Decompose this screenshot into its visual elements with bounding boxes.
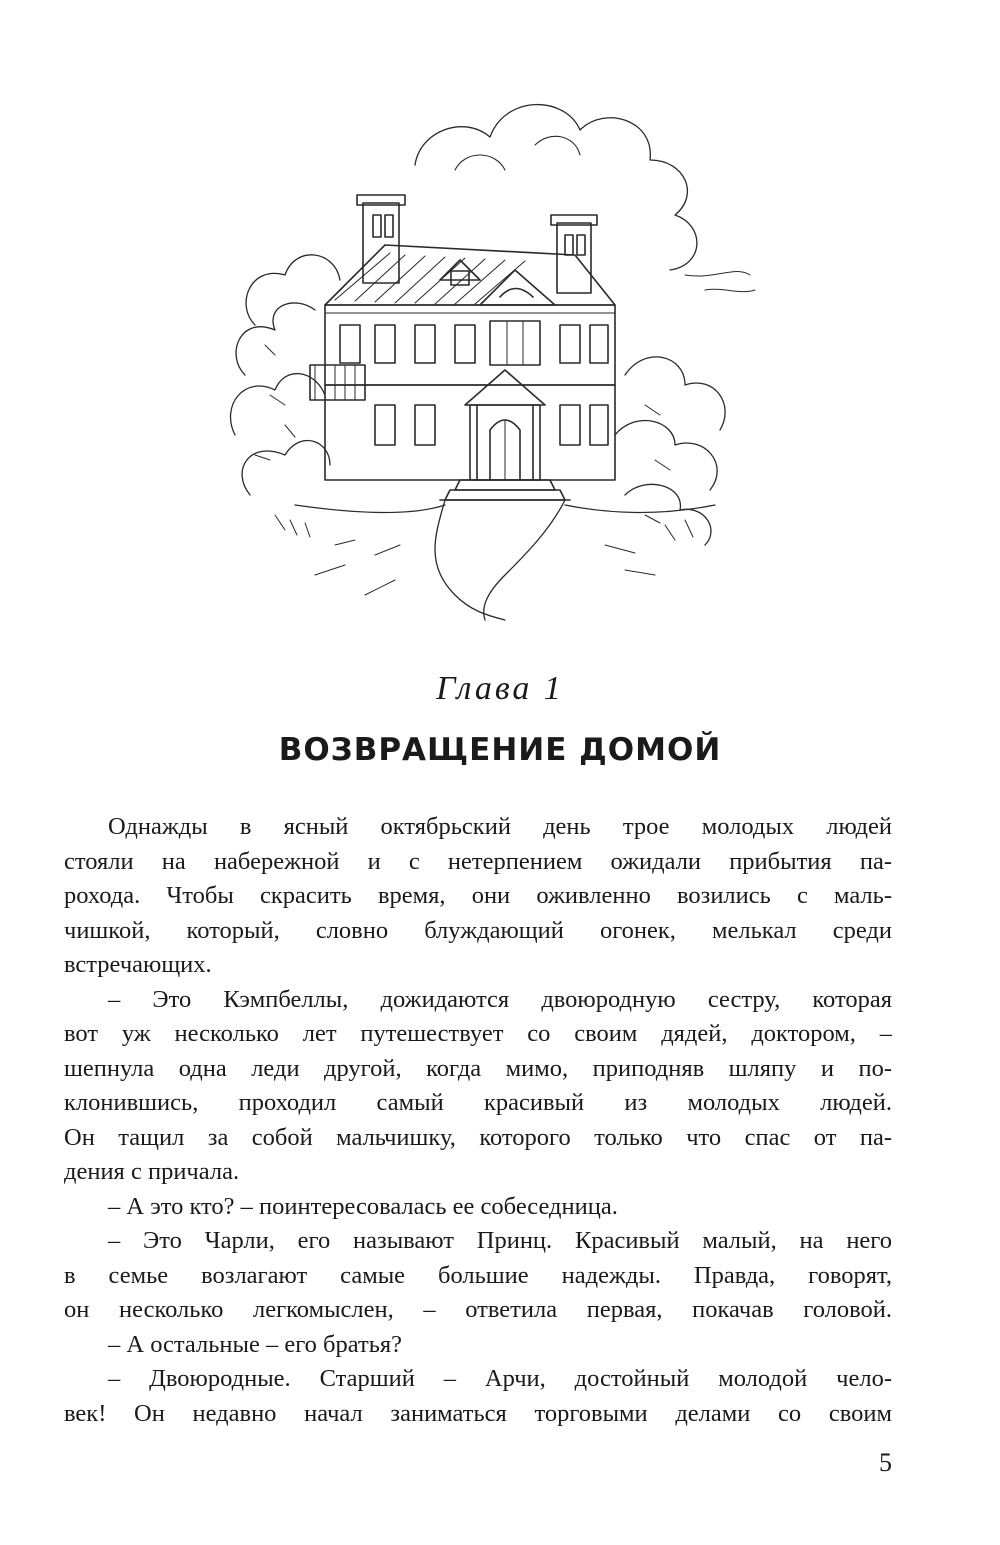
text-line: стояли на набережной и с нетерпением ожидали прибытия па- — [64, 847, 892, 875]
page-number: 5 — [879, 1448, 892, 1477]
text-line: – Это Чарли, его называют Принц. Красивый малый, на него — [108, 1227, 892, 1254]
text-line: он несколько легкомыслен, – ответила первая, покачав головой. — [64, 1296, 892, 1323]
text-line: шепнула одна леди другой, когда мимо, приподняв шляпу и по- — [64, 1054, 892, 1082]
text-line: – Двоюродные. Старший – Арчи, достойный молодой чело- — [108, 1365, 892, 1392]
text-line: клонившись, проходил самый красивый из молодых людей. — [64, 1089, 892, 1116]
text-line: рохода. Чтобы скрасить время, они оживленно возились с маль- — [64, 882, 892, 909]
body-text — [64, 810, 892, 1431]
text-line: – А это кто? – поинтересовалась ее собеседница. — [108, 1192, 618, 1220]
text-line: Он тащил за собой мальчишку, которого только что спас от па- — [64, 1123, 892, 1151]
text-line: – А остальные – его братья? — [108, 1330, 403, 1358]
text-line: чишкой, который, словно блуждающий огонек, мелькал среди — [64, 916, 892, 944]
text-line: встречающих. — [64, 951, 212, 978]
text-line: в семье возлагают самые большие надежды. Правда, говорят, — [64, 1261, 892, 1289]
text-line: дения с причала. — [64, 1158, 240, 1185]
chapter-number: Глава 1 — [436, 670, 564, 707]
text-line: вот уж несколько лет путешествует со своим дядей, доктором, – — [64, 1020, 892, 1047]
chapter-title: ВОЗВРАЩЕНИЕ ДОМОЙ — [278, 732, 722, 768]
text-line: – Это Кэмпбеллы, дожидаются двоюродную сестру, которая — [108, 985, 892, 1013]
text-line: Однажды в ясный октябрьский день трое молодых людей — [108, 813, 892, 840]
mansion-sketch-illustration — [215, 75, 775, 635]
text-line: век! Он недавно начал заниматься торговыми делами со своим — [64, 1399, 892, 1427]
